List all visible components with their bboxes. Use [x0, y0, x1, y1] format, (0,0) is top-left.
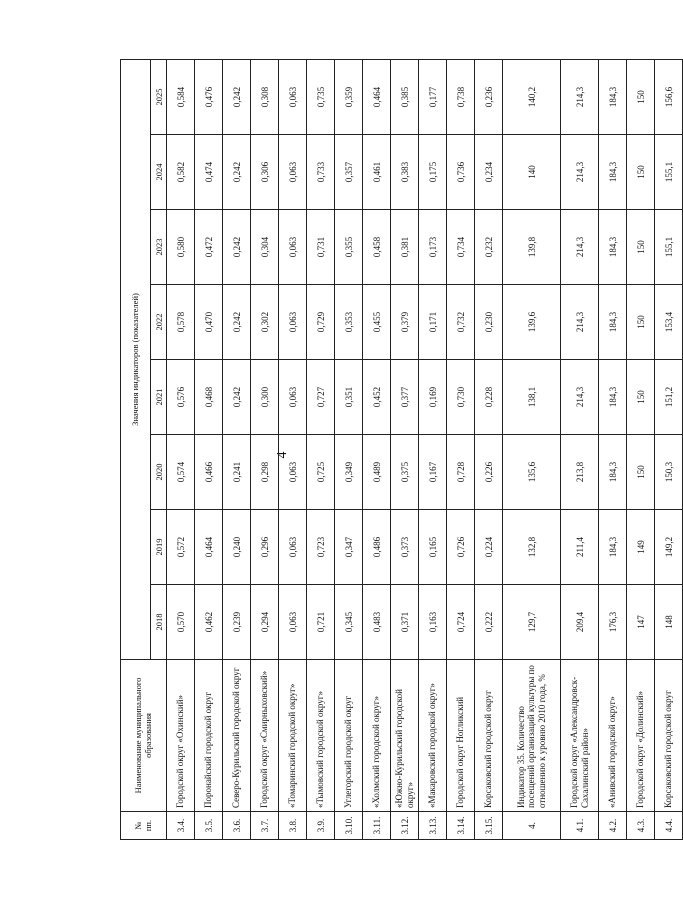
municipality-name: Городской округ «Долинский»: [627, 660, 655, 812]
indicator-value: 0,171: [419, 285, 447, 360]
indicator-value: 148: [655, 585, 683, 660]
indicator-value: 0,063: [279, 59, 307, 134]
indicator-value: 0,226: [475, 435, 503, 510]
indicator-value: 0,242: [223, 360, 251, 435]
municipality-name: «Тымовский городской округ»: [307, 660, 335, 812]
indicator-value: 0,165: [419, 510, 447, 585]
indicator-value: 0,242: [223, 135, 251, 210]
row-number: 3.5.: [195, 812, 223, 840]
indicator-value: 0,169: [419, 360, 447, 435]
indicator-value: 0,232: [475, 210, 503, 285]
municipality-name: Углегорский городской округ: [335, 660, 363, 812]
indicator-value: 0,240: [223, 510, 251, 585]
row-number: 3.15.: [475, 812, 503, 840]
row-number: 3.7.: [251, 812, 279, 840]
row-number: 4.3.: [627, 812, 655, 840]
indicator-value: 147: [627, 585, 655, 660]
indicator-value: 214,3: [561, 210, 599, 285]
indicator-value: 0,063: [279, 135, 307, 210]
indicator-value: 0,464: [363, 59, 391, 134]
municipality-name: «Холмский городской округ»: [363, 660, 391, 812]
indicator-value: 0,347: [335, 510, 363, 585]
indicator-value: 0,584: [167, 59, 195, 134]
indicator-value: 0,373: [391, 510, 419, 585]
indicator-value: 0,357: [335, 135, 363, 210]
municipality-name: Северо-Курильский городской округ: [223, 660, 251, 812]
table-row: [307, 59, 335, 839]
indicator-value: 0,727: [307, 360, 335, 435]
page-number: 4: [275, 451, 290, 459]
municipality-name: «Томаринский городской округ»: [279, 660, 307, 812]
indicator-value: 0,302: [251, 285, 279, 360]
indicator-value: 0,576: [167, 360, 195, 435]
indicator-value: 0,732: [447, 285, 475, 360]
indicator-value: 0,726: [447, 510, 475, 585]
year-header: 2023: [151, 210, 167, 285]
indicator-value: 150: [627, 59, 655, 134]
table-row: [363, 59, 391, 839]
year-header: 2020: [151, 435, 167, 510]
indicator-value: 0,458: [363, 210, 391, 285]
indicator-value: 0,385: [391, 59, 419, 134]
indicator-value: 0,300: [251, 360, 279, 435]
indicator-value: 184,3: [599, 285, 627, 360]
indicator-value: 150: [627, 435, 655, 510]
indicator-table: [120, 59, 683, 840]
row-number: 3.6.: [223, 812, 251, 840]
indicator-value: 184,3: [599, 510, 627, 585]
table-row: [335, 59, 363, 839]
indicator-value: 0,725: [307, 435, 335, 510]
indicator-value: 156,6: [655, 59, 683, 134]
row-number: 3.9.: [307, 812, 335, 840]
indicator-value: 184,3: [599, 360, 627, 435]
indicator-value: 0,294: [251, 585, 279, 660]
indicator-value: 214,3: [561, 285, 599, 360]
row-number: 3.8.: [279, 812, 307, 840]
year-header: 2025: [151, 59, 167, 134]
row-number: 3.13.: [419, 812, 447, 840]
indicator-value: 0,474: [195, 135, 223, 210]
table-row: [447, 59, 475, 839]
indicator-value: 0,063: [279, 510, 307, 585]
indicator-value: 0,733: [307, 135, 335, 210]
indicator-value: 0,483: [363, 585, 391, 660]
row-number: 3.12.: [391, 812, 419, 840]
indicator-value: 0,241: [223, 435, 251, 510]
indicator-value: 0,242: [223, 285, 251, 360]
indicator-value: 0,063: [279, 285, 307, 360]
indicator-value: 0,574: [167, 435, 195, 510]
row-number: 4.1.: [561, 812, 599, 840]
indicator-value: 0,355: [335, 210, 363, 285]
indicator-value: 153,4: [655, 285, 683, 360]
indicator-value: 150,3: [655, 435, 683, 510]
row-number: 3.10.: [335, 812, 363, 840]
indicator-value: 0,306: [251, 135, 279, 210]
year-header: 2024: [151, 135, 167, 210]
indicator-value: 0,063: [279, 435, 307, 510]
indicator-value: 0,230: [475, 285, 503, 360]
indicator-value: 139,6: [503, 285, 561, 360]
indicator-value: 0,580: [167, 210, 195, 285]
indicator-value: 214,3: [561, 135, 599, 210]
municipality-name: Городской округ Ногликский: [447, 660, 475, 812]
indicator-value: 139,8: [503, 210, 561, 285]
header-name: Наименование муниципального образования: [121, 660, 167, 812]
indicator-value: 0,470: [195, 285, 223, 360]
indicator-value: 0,063: [279, 360, 307, 435]
indicator-value: 0,582: [167, 135, 195, 210]
indicator-value: 0,222: [475, 585, 503, 660]
indicator-value: 0,308: [251, 59, 279, 134]
indicator-value: 135,6: [503, 435, 561, 510]
header-values: Значения индикаторов (показателей): [121, 59, 151, 659]
indicator-value: 0,236: [475, 59, 503, 134]
table-row: [167, 59, 195, 839]
municipality-name: Индикатор 35. Количество посещений организаций культуры по отношению к уровню 2010 года, %: [503, 660, 561, 812]
indicator-value: 0,466: [195, 435, 223, 510]
year-header: 2019: [151, 510, 167, 585]
indicator-value: 0,486: [363, 510, 391, 585]
indicator-value: 0,381: [391, 210, 419, 285]
year-header: 2021: [151, 360, 167, 435]
indicator-value: 0,455: [363, 285, 391, 360]
municipality-name: «Макаровский городской округ»: [419, 660, 447, 812]
indicator-value: 0,379: [391, 285, 419, 360]
indicator-value: 0,167: [419, 435, 447, 510]
table-body: [167, 59, 683, 839]
indicator-value: 0,468: [195, 360, 223, 435]
indicator-value: 213,8: [561, 435, 599, 510]
indicator-value: 0,730: [447, 360, 475, 435]
indicator-value: 0,163: [419, 585, 447, 660]
table-row: [251, 59, 279, 839]
table-row: [627, 59, 655, 839]
indicator-value: 0,296: [251, 510, 279, 585]
table-row: [561, 59, 599, 839]
indicator-value: 0,472: [195, 210, 223, 285]
indicator-value: 0,239: [223, 585, 251, 660]
indicator-value: 0,731: [307, 210, 335, 285]
indicator-value: 0,729: [307, 285, 335, 360]
indicator-value: 0,383: [391, 135, 419, 210]
indicator-value: 0,349: [335, 435, 363, 510]
indicator-value: 0,721: [307, 585, 335, 660]
indicator-value: 0,489: [363, 435, 391, 510]
indicator-value: 0,735: [307, 59, 335, 134]
table-row: [279, 59, 307, 839]
row-number: 4.: [503, 812, 561, 840]
indicator-value: 176,3: [599, 585, 627, 660]
indicator-value: 0,224: [475, 510, 503, 585]
indicator-value: 150: [627, 210, 655, 285]
row-number: 4.2.: [599, 812, 627, 840]
table-row: [503, 59, 561, 839]
municipality-name: Городской округ «Александровск-Сахалинский район»: [561, 660, 599, 812]
row-number: 4.4.: [655, 812, 683, 840]
table-row: [223, 59, 251, 839]
table-row: [475, 59, 503, 839]
indicator-value: 0,304: [251, 210, 279, 285]
indicator-value: 0,377: [391, 360, 419, 435]
indicator-value: 151,2: [655, 360, 683, 435]
table-row: [419, 59, 447, 839]
indicator-value: 0,234: [475, 135, 503, 210]
indicator-value: 0,177: [419, 59, 447, 134]
indicator-value: 150: [627, 135, 655, 210]
indicator-value: 140,2: [503, 59, 561, 134]
indicator-value: 184,3: [599, 210, 627, 285]
indicator-value: 0,371: [391, 585, 419, 660]
header-num: № пп.: [121, 812, 167, 840]
indicator-value: 0,063: [279, 585, 307, 660]
indicator-value: 214,3: [561, 360, 599, 435]
indicator-value: 0,734: [447, 210, 475, 285]
indicator-value: 138,1: [503, 360, 561, 435]
indicator-value: 0,738: [447, 59, 475, 134]
indicator-value: 0,242: [223, 59, 251, 134]
rotated-table-container: [120, 60, 674, 840]
indicator-value: 0,724: [447, 585, 475, 660]
municipality-name: Корсаковский городской округ: [655, 660, 683, 812]
indicator-value: 0,063: [279, 210, 307, 285]
indicator-value: 0,359: [335, 59, 363, 134]
indicator-value: 129,7: [503, 585, 561, 660]
indicator-value: 0,375: [391, 435, 419, 510]
indicator-value: 184,3: [599, 435, 627, 510]
indicator-value: 132,8: [503, 510, 561, 585]
table-row: [599, 59, 627, 839]
indicator-value: 0,570: [167, 585, 195, 660]
indicator-value: 0,452: [363, 360, 391, 435]
indicator-value: 149,2: [655, 510, 683, 585]
municipality-name: Городской округ «Смирныховский»: [251, 660, 279, 812]
municipality-name: Городской округ «Охинский»: [167, 660, 195, 812]
indicator-value: 184,3: [599, 135, 627, 210]
indicator-value: 0,572: [167, 510, 195, 585]
indicator-value: 0,464: [195, 510, 223, 585]
indicator-value: 0,578: [167, 285, 195, 360]
indicator-value: 0,353: [335, 285, 363, 360]
municipality-name: «Южно-Курильский городской округ»: [391, 660, 419, 812]
table-row: [391, 59, 419, 839]
table-row: [655, 59, 683, 839]
year-header: 2018: [151, 585, 167, 660]
indicator-value: 0,461: [363, 135, 391, 210]
indicator-value: 0,228: [475, 360, 503, 435]
indicator-value: 155,1: [655, 210, 683, 285]
indicator-value: 0,351: [335, 360, 363, 435]
indicator-value: 0,173: [419, 210, 447, 285]
row-number: 3.4.: [167, 812, 195, 840]
municipality-name: «Анивский городской округ»: [599, 660, 627, 812]
municipality-name: Поронайский городской округ: [195, 660, 223, 812]
indicator-value: 211,4: [561, 510, 599, 585]
indicator-value: 209,4: [561, 585, 599, 660]
indicator-value: 214,3: [561, 59, 599, 134]
indicator-value: 0,298: [251, 435, 279, 510]
municipality-name: Корсаковский городской округ: [475, 660, 503, 812]
indicator-value: 0,728: [447, 435, 475, 510]
indicator-value: 140: [503, 135, 561, 210]
indicator-value: 155,1: [655, 135, 683, 210]
row-number: 3.11.: [363, 812, 391, 840]
row-number: 3.14.: [447, 812, 475, 840]
table-row: [195, 59, 223, 839]
indicator-value: 150: [627, 360, 655, 435]
indicator-value: 0,345: [335, 585, 363, 660]
indicator-value: 149: [627, 510, 655, 585]
indicator-value: 0,242: [223, 210, 251, 285]
indicator-value: 0,736: [447, 135, 475, 210]
indicator-value: 0,476: [195, 59, 223, 134]
year-header: 2022: [151, 285, 167, 360]
indicator-value: 184,3: [599, 59, 627, 134]
indicator-value: 0,462: [195, 585, 223, 660]
indicator-value: 150: [627, 285, 655, 360]
indicator-value: 0,175: [419, 135, 447, 210]
indicator-value: 0,723: [307, 510, 335, 585]
